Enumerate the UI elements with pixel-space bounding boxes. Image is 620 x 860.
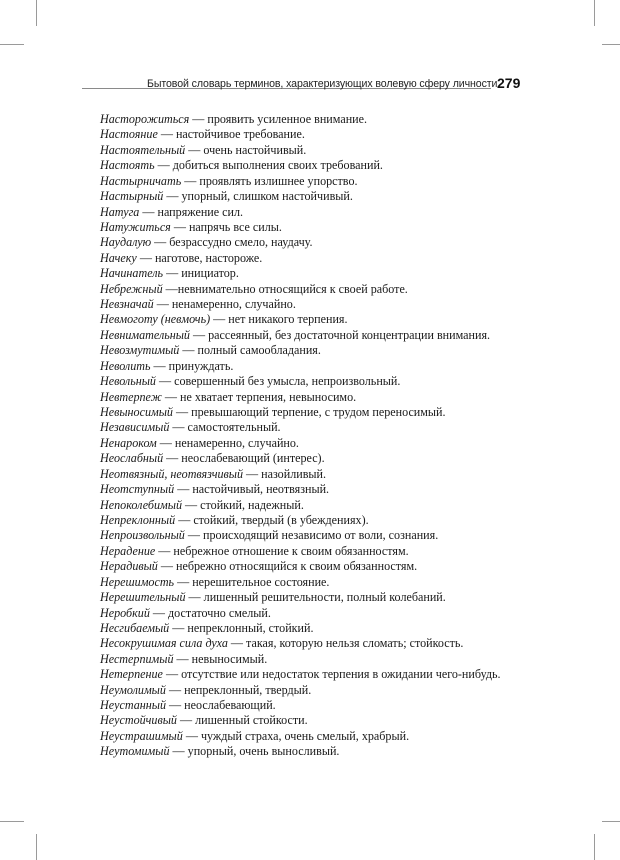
entry-term: Настояние [100,127,158,142]
crop-mark-top-right-vertical [594,0,595,26]
entry-definition: настойчивый, неотвязный. [192,482,330,497]
entry-dash: — [157,127,176,142]
entry-definition: ненамеренно, случайно. [171,297,296,312]
entry-term: Неустойчивый [100,713,177,728]
entry-dash: — [162,281,178,296]
entry-definition: ненамеренно, случайно. [174,435,299,450]
entry-definition: полный самообладания. [197,343,321,358]
entry-dash: — [169,744,188,759]
entry-definition: наготове, настороже. [154,250,263,265]
entry-term: Невтерпеж [100,389,162,404]
entry-definition: непреклонный, стойкий. [187,620,314,635]
entry-dash: — [227,636,247,651]
entry-definition: неослабевающий (интерес). [181,451,325,466]
entry-dash: — [175,512,194,527]
entry-definition: неослабевающий. [184,698,276,713]
entry-definition: отсутствие или недостаток терпения в ожидании чего-нибудь. [181,667,501,682]
entry-dash: — [149,605,169,620]
entry-dash: — [155,543,174,558]
entry-dash: — [150,358,169,373]
entry-dash: — [165,682,185,697]
entry-dash: — [163,189,182,204]
entry-definition: проявлять излишнее упорство. [199,173,358,188]
entry-term: Начинатель [100,266,164,281]
entry-definition: принуждать. [168,358,234,373]
entry-dash: — [182,728,201,743]
dictionary-entry [100,713,530,728]
entry-term: Неробкий [100,605,150,620]
entry-term: Несокрушимая сила духа [100,636,228,651]
entry-term: Неустанный [100,698,167,713]
dictionary-entry [100,436,530,451]
entry-term: Натужиться [100,219,171,234]
entry-definition: очень настойчивый. [203,142,307,157]
crop-mark-top-left-horizontal [0,44,24,45]
entry-dash: — [182,497,201,512]
dictionary-entry [100,744,530,759]
entry-dash: — [189,327,209,342]
entry-definition: настойчивое требование. [175,127,305,142]
entry-term: Неослабный [100,451,164,466]
entry-dash: — [156,435,175,450]
entry-dash: — [184,528,203,543]
dictionary-entry-list [100,112,530,760]
entry-definition: совершенный без умысла, непроизвольный. [174,374,401,389]
entry-dash: — [170,219,189,234]
entry-definition: напряжение сил. [157,204,244,219]
entry-term: Неволить [100,358,151,373]
dictionary-entry [100,158,530,173]
entry-dash: — [174,482,193,497]
dictionary-entry [100,282,530,297]
entry-term: Невзначай [100,297,154,312]
entry-dash: — [162,667,182,682]
entry-definition: невыносимый. [191,651,268,666]
crop-mark-bottom-left-vertical [36,834,37,860]
entry-term: Невнимательный [100,327,190,342]
entry-dash: — [181,173,200,188]
entry-term: Непреклонный [100,512,176,527]
dictionary-entry [100,405,530,420]
entry-term: Нетерпение [100,667,163,682]
entry-term: Нерешимость [100,574,175,589]
entry-term: Невыносимый [100,405,173,420]
dictionary-entry [100,127,530,142]
dictionary-entry [100,312,530,327]
entry-definition: упорный, слишком настойчивый. [181,189,353,204]
entry-term: Небрежный [100,281,163,296]
entry-definition: проявить усиленное внимание. [207,112,368,126]
entry-definition: достаточно смелый. [168,605,271,620]
entry-dash: — [169,620,188,635]
entry-definition: нерешительное состояние. [192,574,330,589]
dictionary-entry [100,482,530,497]
crop-mark-bottom-right-horizontal [602,821,620,822]
dictionary-entry [100,374,530,389]
entry-definition: безрассудно смело, наудачу. [169,235,313,250]
dictionary-entry [100,189,530,204]
entry-definition: превышающий терпение, с трудом переносимый. [191,405,446,420]
crop-mark-bottom-right-vertical [594,834,595,860]
dictionary-entry [100,667,530,682]
entry-definition: небрежно относящийся к своим обязанностям. [176,559,418,574]
dictionary-entry [100,683,530,698]
entry-term: Настоять [100,158,155,173]
entry-dash: — [166,698,185,713]
dictionary-entry [100,698,530,713]
entry-dash: — [136,250,155,265]
entry-definition: не хватает терпения, невыносимо. [180,389,357,404]
dictionary-entry [100,359,530,374]
dictionary-entry [100,343,530,358]
entry-definition: инициатор. [181,266,239,281]
entry-dash: — [243,466,262,481]
dictionary-entry [100,251,530,266]
crop-mark-top-right-horizontal [602,44,620,45]
entry-dash: — [172,405,192,420]
entry-definition: лишенный стойкости. [195,713,308,728]
entry-term: Начеку [100,250,137,265]
entry-definition: непреклонный, твердый. [184,682,312,697]
dictionary-entry [100,513,530,528]
dictionary-entry [100,559,530,574]
entry-term: Неустрашимый [100,728,183,743]
entry-definition: чуждый страха, очень смелый, храбрый. [200,728,410,743]
dictionary-entry [100,544,530,559]
entry-term: Ненароком [100,435,157,450]
entry-definition: самостоятельный. [187,420,281,435]
entry-term: Наудалую [100,235,152,250]
entry-definition: напрячь все силы. [188,219,282,234]
dictionary-entry [100,205,530,220]
entry-dash: — [163,266,182,281]
crop-mark-bottom-left-horizontal [0,821,24,822]
entry-definition: лишенный решительности, полный колебаний. [203,590,446,605]
entry-definition: рассеянный, без достаточной концентрации внимания. [208,327,491,342]
entry-definition: такая, которую нельзя сломать; стойкость. [246,636,464,651]
dictionary-entry [100,498,530,513]
entry-dash: — [174,574,193,589]
dictionary-entry [100,636,530,651]
entry-term: Невольный [100,374,156,389]
crop-mark-top-left-vertical [36,0,37,26]
dictionary-entry [100,590,530,605]
entry-term: Неотступный [100,482,175,497]
entry-term: Неумолимый [100,682,166,697]
entry-term: Неотвязный, неотвязчивый [100,466,243,481]
entry-dash: — [169,420,188,435]
entry-dash: — [139,204,158,219]
entry-term: Невозмутимый [100,343,180,358]
dictionary-entry [100,235,530,250]
dictionary-entry [100,328,530,343]
page-number: 279 [497,75,521,91]
entry-definition: невнимательно относящийся к своей работе. [177,281,408,296]
entry-definition: стойкий, надежный. [200,497,304,512]
entry-dash: — [151,235,170,250]
dictionary-entry [100,606,530,621]
entry-term: Независимый [100,420,170,435]
entry-term: Натуга [100,204,140,219]
entry-term: Насторожиться [100,112,190,126]
entry-term: Нестерпимый [100,651,174,666]
entry-dash: — [185,590,204,605]
entry-dash: — [157,559,176,574]
entry-dash: — [176,713,196,728]
dictionary-entry [100,575,530,590]
entry-term: Настоятельный [100,142,186,157]
dictionary-entry [100,451,530,466]
dictionary-entry [100,528,530,543]
dictionary-entry [100,729,530,744]
dictionary-entry [100,112,530,127]
entry-definition: происходящий независимо от воли, сознания. [203,528,439,543]
dictionary-entry [100,390,530,405]
entry-term: Настырный [100,189,164,204]
entry-term: Непоколебимый [100,497,183,512]
entry-dash: — [189,112,208,126]
entry-term: Нерадение [100,543,156,558]
entry-definition: назойливый. [261,466,327,481]
dictionary-entry [100,174,530,189]
dictionary-entry [100,621,530,636]
dictionary-entry [100,220,530,235]
entry-term: Непроизвольный [100,528,185,543]
entry-dash: — [179,343,198,358]
dictionary-entry [100,297,530,312]
entry-term: Нерешительный [100,590,186,605]
entry-definition: добиться выполнения своих требований. [172,158,383,173]
entry-dash: — [163,451,182,466]
entry-definition: небрежное отношение к своим обязанностям. [173,543,409,558]
dictionary-entry [100,420,530,435]
entry-term: Нерадивый [100,559,158,574]
entry-definition: нет никакого терпения. [228,312,348,327]
entry-definition: упорный, очень выносливый. [187,744,340,759]
entry-dash: — [153,297,172,312]
dictionary-entry [100,266,530,281]
entry-term: Невмоготу (невмочь) [100,312,211,327]
entry-dash: — [155,374,175,389]
dictionary-entry [100,143,530,158]
entry-dash: — [210,312,229,327]
entry-dash: — [154,158,173,173]
entry-term: Настырничать [100,173,182,188]
dictionary-entry [100,652,530,667]
running-header-title: Бытовой словарь терминов, характеризующих волевую сферу личности [147,78,498,90]
entry-term: Неутомимый [100,744,170,759]
entry-definition: стойкий, твердый (в убеждениях). [193,512,369,527]
entry-dash: — [161,389,181,404]
entry-term: Несгибаемый [100,620,170,635]
dictionary-entry [100,467,530,482]
entry-dash: — [173,651,192,666]
entry-dash: — [185,142,204,157]
